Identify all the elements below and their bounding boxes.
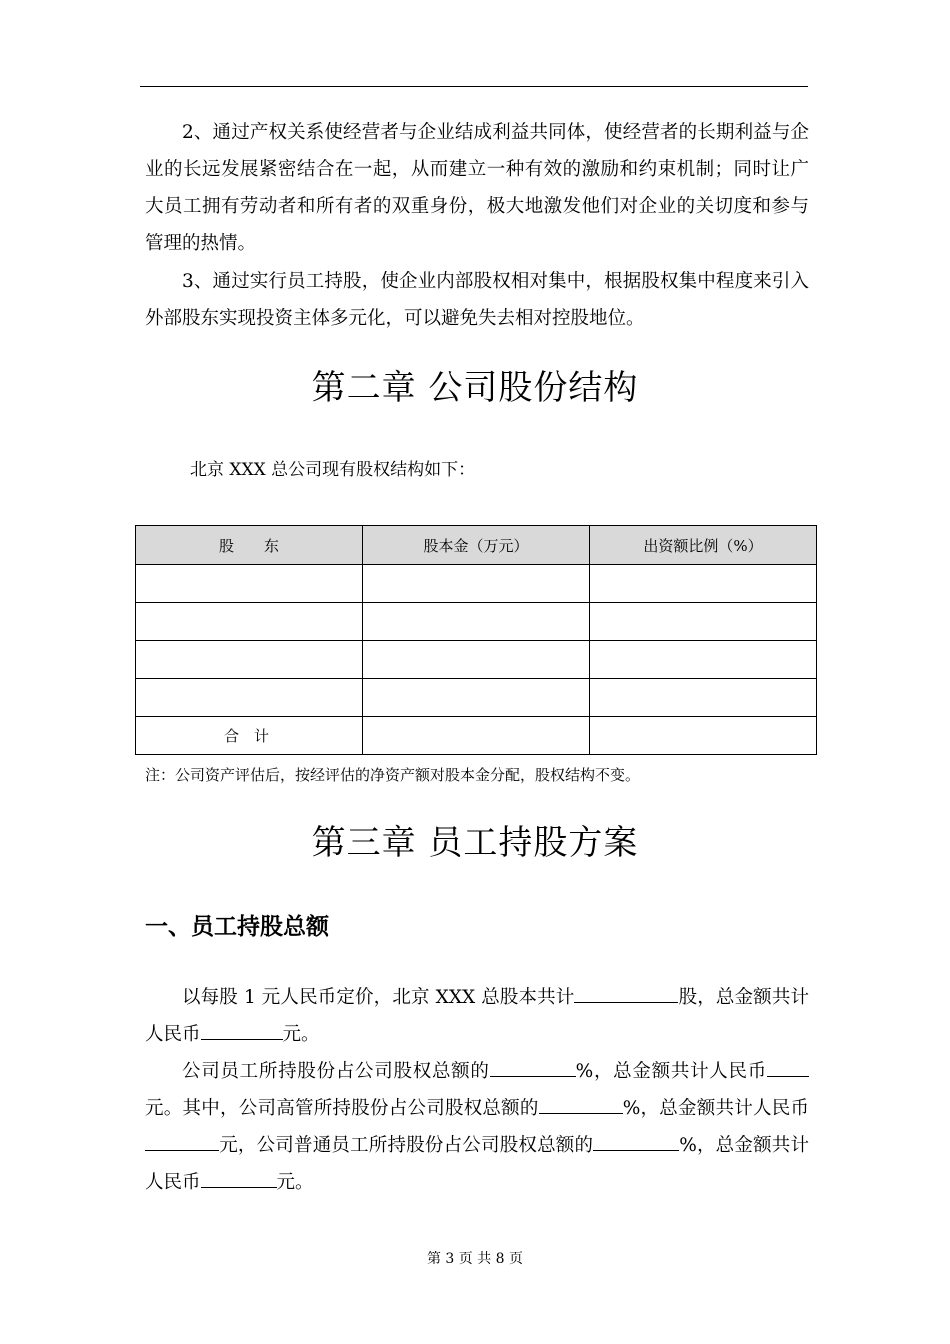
total-label: 合 计 bbox=[136, 717, 363, 755]
table-cell bbox=[363, 679, 590, 717]
text-run: %，总金额共计人民币 bbox=[622, 1098, 809, 1119]
text-run: 股，总金额共计人民币 bbox=[145, 987, 809, 1045]
table-cell bbox=[136, 603, 363, 641]
fill-blank-employee-percent[interactable] bbox=[490, 1054, 576, 1077]
table-total-row bbox=[136, 717, 817, 755]
table-cell bbox=[590, 603, 817, 641]
paragraph-employee-shares bbox=[145, 1053, 809, 1201]
chapter-3-title: 第三章 员工持股方案 bbox=[311, 823, 639, 863]
table-row bbox=[136, 603, 817, 641]
fill-blank-total-shares[interactable] bbox=[574, 980, 678, 1003]
total-capital-cell bbox=[363, 717, 590, 755]
table-cell bbox=[590, 565, 817, 603]
text-run: 元。其中，公司高管所持股份占公司股权总额的 bbox=[145, 1098, 539, 1119]
total-ratio-cell bbox=[590, 717, 817, 755]
table-cell bbox=[363, 565, 590, 603]
fill-blank-staff-percent[interactable] bbox=[593, 1128, 679, 1151]
table-note: 注：公司资产评估后，按经评估的净资产额对股本金分配，股权结构不变。 bbox=[145, 766, 641, 784]
fill-blank-executive-percent[interactable] bbox=[539, 1091, 623, 1114]
table-row bbox=[136, 565, 817, 603]
column-header-ratio: 出资额比例（%） bbox=[590, 526, 817, 565]
table-cell bbox=[363, 603, 590, 641]
fill-blank-executive-amount[interactable] bbox=[145, 1128, 219, 1151]
text-run: 元，公司普通员工所持股份占公司股权总额的 bbox=[219, 1135, 594, 1156]
paragraph-point-2: 2、通过产权关系使经营者与企业结成利益共同体，使经营者的长期利益与企业的长远发展紧密结合在一起，从而建立一种有效的激励和约束机制；同时让广大员工拥有劳动者和所有者的双重身份，极大地激发他们对企业的关切度和参与管理的热情。 bbox=[145, 122, 809, 254]
table-cell bbox=[363, 641, 590, 679]
table-cell bbox=[136, 679, 363, 717]
section-1-title: 一、员工持股总额 bbox=[145, 914, 329, 940]
paragraph-total-shares bbox=[145, 979, 809, 1053]
table-cell bbox=[590, 641, 817, 679]
text-run: 以每股 1 元人民币定价，北京 XXX 总股本共计 bbox=[182, 987, 575, 1008]
fill-blank-total-amount[interactable] bbox=[201, 1017, 283, 1040]
text-run: 公司员工所持股份占公司股权总额的 bbox=[182, 1061, 490, 1082]
table-header-row bbox=[136, 526, 817, 565]
header-rule bbox=[140, 86, 808, 87]
text-run: %，总金额共计人民币 bbox=[575, 1061, 767, 1082]
table-cell bbox=[590, 679, 817, 717]
column-header-capital: 股本金（万元） bbox=[363, 526, 590, 565]
paragraph-point-3: 3、通过实行员工持股，使企业内部股权相对集中，根据股权集中程度来引入外部股东实现投资主体多元化，可以避免失去相对控股地位。 bbox=[145, 271, 809, 329]
ownership-table bbox=[135, 525, 817, 755]
text-run: %，总金额共计人民币 bbox=[145, 1135, 809, 1193]
table-cell bbox=[136, 565, 363, 603]
table-row bbox=[136, 641, 817, 679]
text-run: 元。 bbox=[282, 1024, 320, 1045]
text-run: 元。 bbox=[276, 1172, 314, 1193]
column-header-shareholder: 股 东 bbox=[136, 526, 363, 565]
page-number: 第 3 页 共 8 页 bbox=[426, 1251, 524, 1267]
fill-blank-staff-amount[interactable] bbox=[201, 1165, 277, 1188]
fill-blank-employee-amount[interactable] bbox=[767, 1054, 809, 1077]
table-cell bbox=[136, 641, 363, 679]
ownership-intro: 北京 XXX 总公司现有股权结构如下： bbox=[190, 460, 476, 480]
table-row bbox=[136, 679, 817, 717]
chapter-2-title: 第二章 公司股份结构 bbox=[311, 368, 639, 408]
